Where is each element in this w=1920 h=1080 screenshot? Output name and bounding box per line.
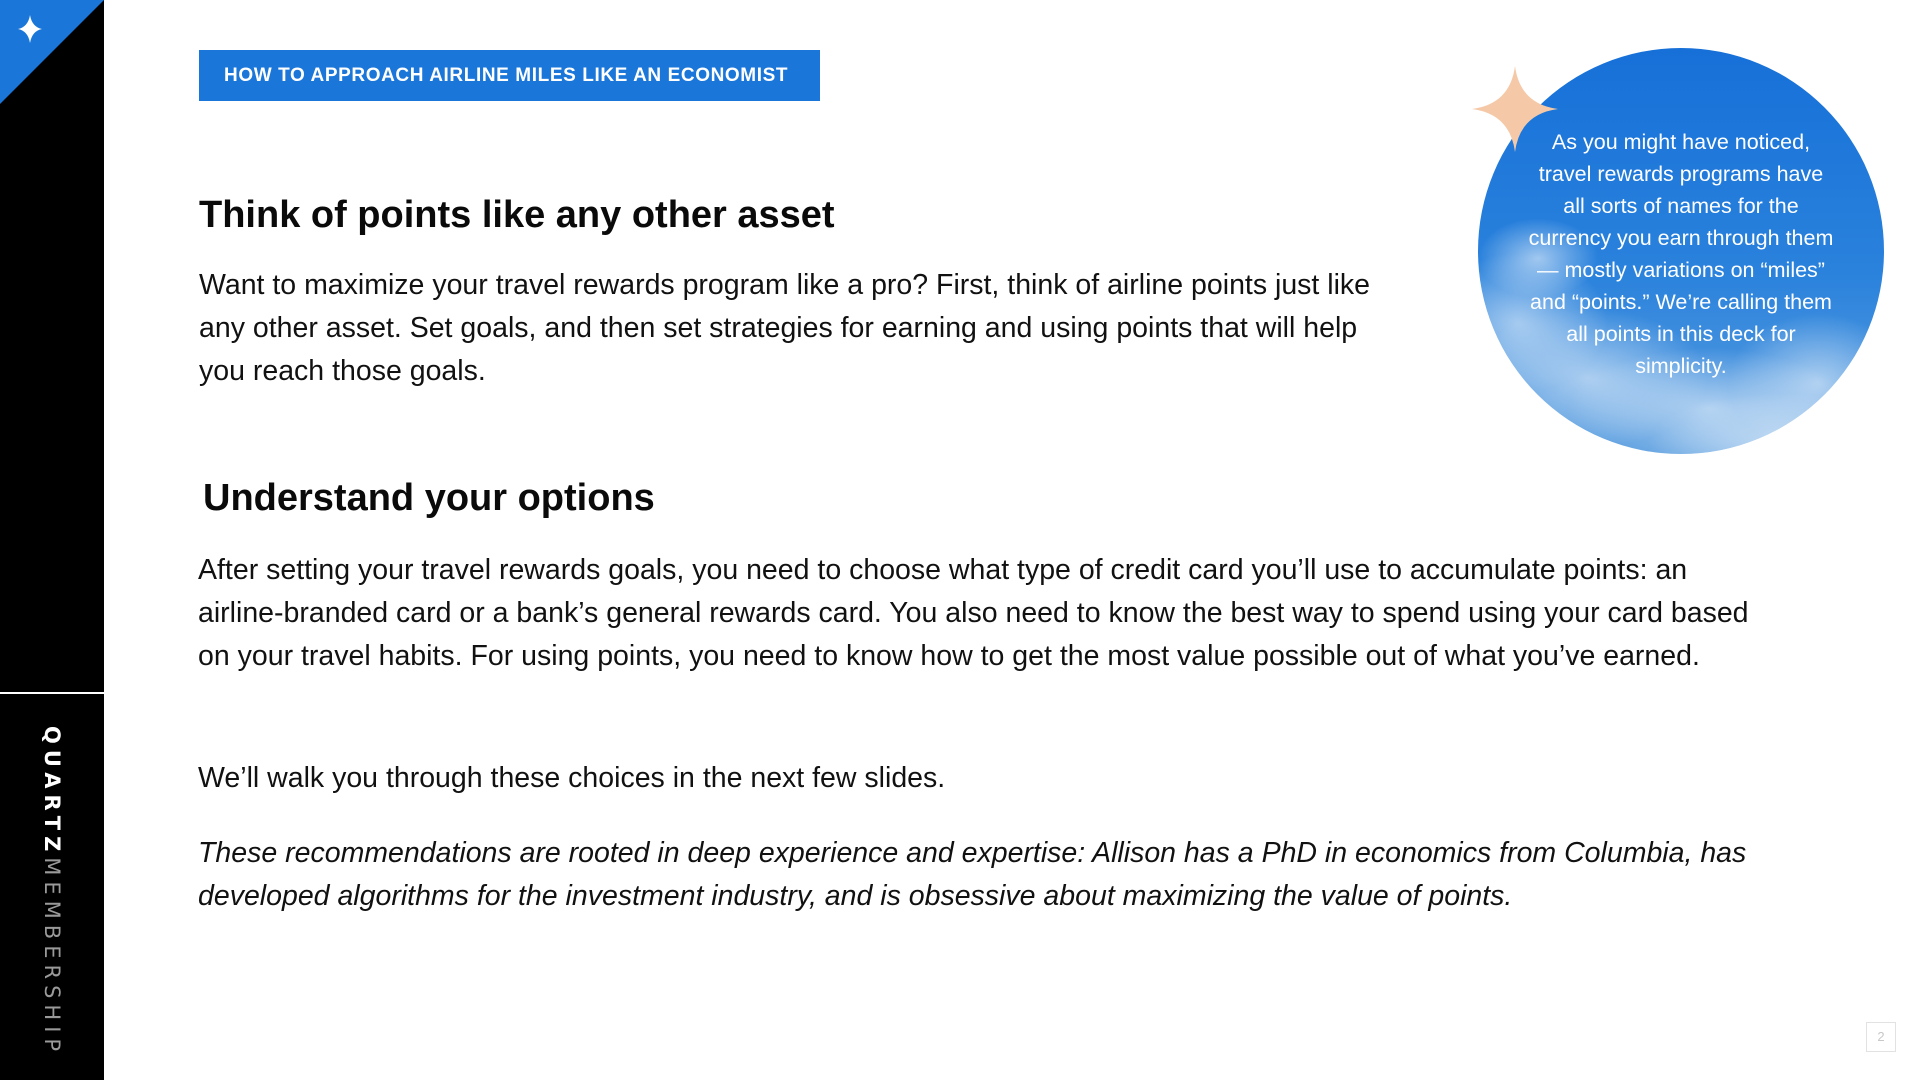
sidebar	[0, 0, 104, 1080]
four-point-star-icon	[1470, 64, 1560, 154]
section-heading-assets: Think of points like any other asset	[199, 194, 835, 236]
section-header-badge: HOW TO APPROACH AIRLINE MILES LIKE AN ECONOMIST	[199, 50, 820, 101]
sidebar-divider	[0, 692, 104, 694]
sidebar-corner-badge	[0, 0, 104, 104]
intro-paragraph: Want to maximize your travel rewards program like a pro? First, think of airline points just like any other asset. Set goals, and then set strategies for earning and using points that will help you reach those goals.	[199, 269, 1371, 387]
brand-tagline: MEMBERSHIP	[40, 857, 64, 1058]
section-heading-options: Understand your options	[203, 477, 655, 519]
credentials-paragraph: These recommendations are rooted in deep experience and expertise: Allison has a PhD in economics from Columbia, has developed algorithms for the investment industry, and is obsessive about maximizing the value of points.	[198, 837, 1747, 912]
options-paragraph: After setting your travel rewards goals, you need to choose what type of credit card you’ll use to accumulate points: an airline-branded card or a bank’s general rewards card. You also need to know the best way to spend using your card based on your travel habits. For using points, you need to know how to get the most value possible out of what you’ve earned.	[198, 554, 1749, 672]
callout-text: As you might have noticed, travel rewards programs have all sorts of names for the currency you earn through them— mostly variations on “miles” and “points.” We’re calling them all points in this deck for simplicity.	[1528, 130, 1834, 378]
walkthrough-paragraph: We’ll walk you through these choices in the next few slides.	[198, 762, 946, 794]
brand-name: QUARTZ	[40, 726, 64, 858]
page-number: 2	[1866, 1022, 1896, 1052]
brand-wordmark	[40, 726, 64, 1057]
